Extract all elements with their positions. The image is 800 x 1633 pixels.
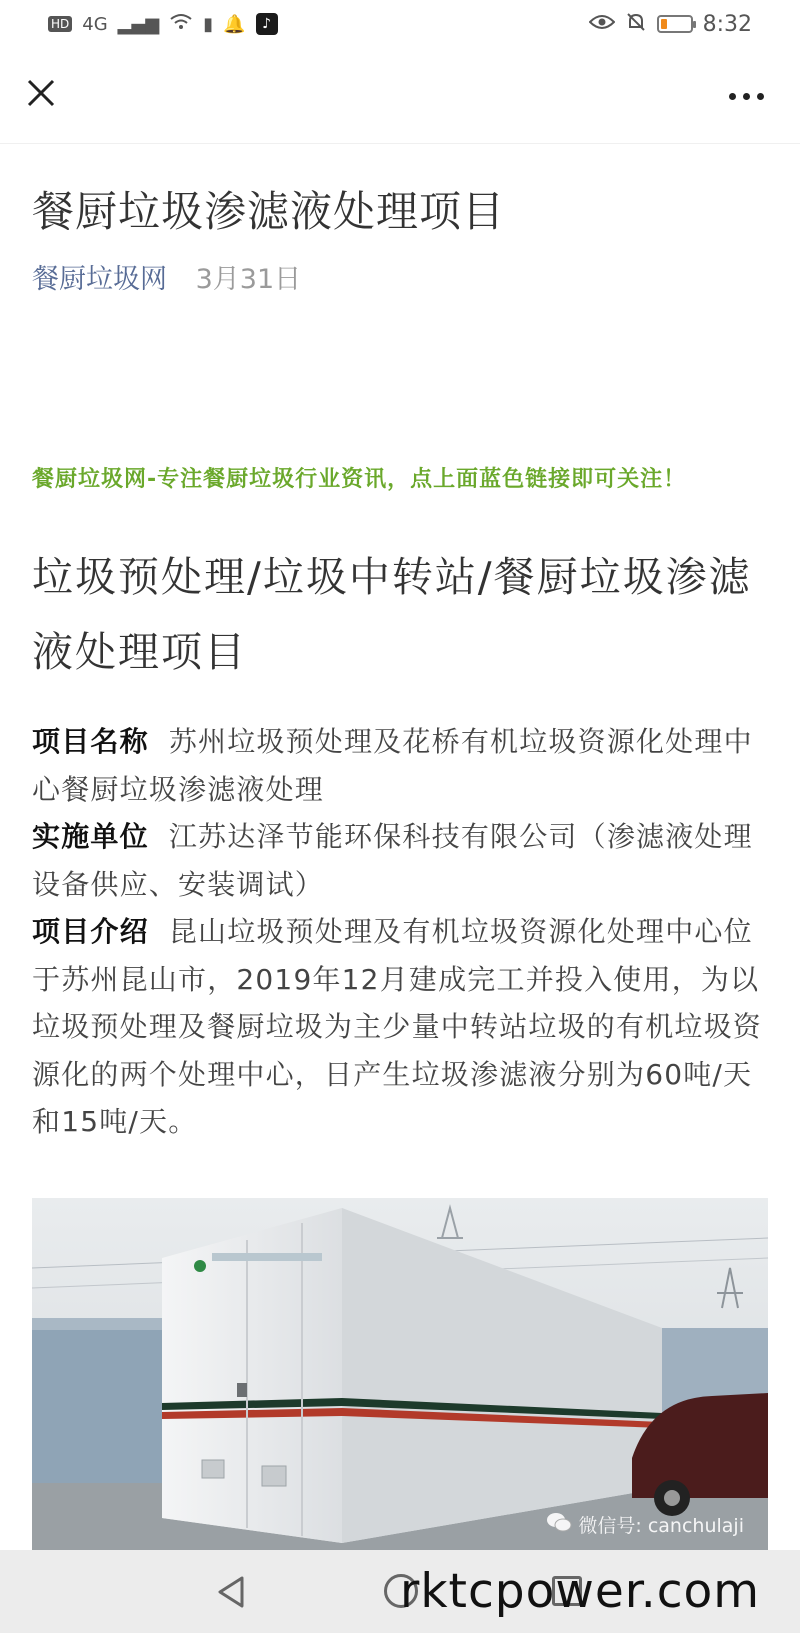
status-right: [589, 11, 752, 38]
more-icon: [729, 93, 736, 100]
mute-bell-icon: [625, 11, 647, 38]
field-value: 苏州垃圾预处理及花桥有机垃圾资源化处理中心餐厨垃圾渗滤液处理: [32, 725, 753, 806]
signal-icon: ▂▄▆: [117, 13, 160, 35]
wechat-icon: [546, 1511, 572, 1538]
battery-icon: [657, 15, 693, 33]
hd-badge: HD: [48, 16, 72, 32]
status-bar: [0, 0, 800, 48]
sim-icon: ▮: [203, 13, 214, 35]
article-navbar: [0, 48, 800, 144]
article-header: [32, 144, 768, 298]
article-title: 餐厨垃圾渗滤液处理项目: [32, 187, 506, 236]
eye-icon: [589, 13, 615, 36]
notification-bell-icon: 🔔: [223, 13, 246, 35]
back-button[interactable]: [214, 1574, 250, 1610]
author-link[interactable]: 餐厨垃圾网: [32, 264, 167, 295]
status-left: [48, 13, 278, 36]
watermark-text: 微信号: canchulaji: [578, 1515, 744, 1537]
network-label: 4G: [82, 13, 108, 35]
clock: 8:32: [702, 11, 752, 37]
close-icon: [26, 78, 56, 108]
photo-watermark: [546, 1511, 744, 1538]
tiktok-icon: ♪: [256, 13, 278, 35]
follow-tip: 餐厨垃圾网-专注餐厨垃圾行业资讯，点上面蓝色链接即可关注！: [32, 467, 687, 492]
project-info: [32, 718, 772, 1146]
field-value: 江苏达泽节能环保科技有限公司（渗滤液处理设备供应、安装调试）: [32, 820, 753, 901]
back-triangle-icon: [214, 1574, 250, 1610]
more-button[interactable]: [718, 76, 774, 116]
implementing-unit-field: [32, 813, 772, 908]
project-name-field: [32, 718, 772, 813]
field-value: 昆山垃圾预处理及有机垃圾资源化处理中心位于苏州昆山市，2019年12月建成完工并投入使用，为以垃圾预处理及餐厨垃圾为主少量中转站垃圾的有机垃圾资源化的两个处理中心，日产生垃圾渗滤液分别为60吨/天和15吨/天。: [32, 915, 763, 1138]
wifi-icon: [169, 13, 193, 36]
section-heading: 垃圾预处理/垃圾中转站/餐厨垃圾渗滤液处理项目: [32, 553, 752, 676]
field-label: 项目名称: [32, 725, 149, 758]
project-intro-field: [32, 908, 772, 1146]
publish-date: 3月31日: [195, 264, 302, 295]
leachate-equipment-illustration: [32, 1198, 768, 1550]
article-meta: [32, 262, 768, 298]
close-button[interactable]: [18, 70, 64, 116]
field-label: 项目介绍: [32, 915, 149, 948]
field-label: 实施单位: [32, 820, 149, 853]
project-photo[interactable]: [32, 1198, 768, 1550]
site-watermark-text: rktcpower.com: [400, 1564, 761, 1619]
